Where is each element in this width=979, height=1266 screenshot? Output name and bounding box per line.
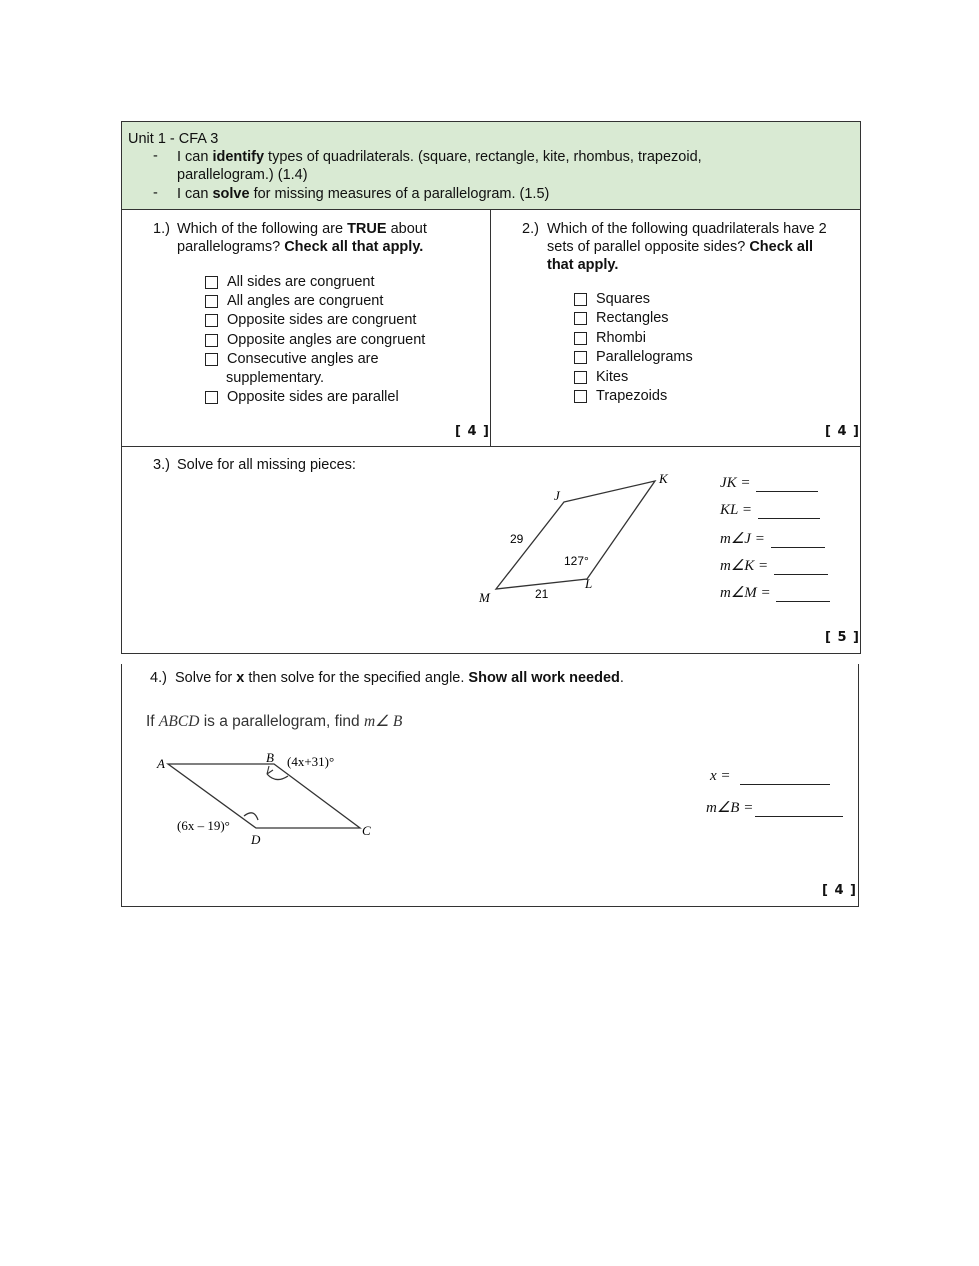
bullet-dash: - (153, 148, 158, 164)
q2-prompt-line3: that apply. (547, 257, 619, 273)
q4-answer-x[interactable]: x = (710, 768, 830, 785)
objective-1-continued: parallelogram.) (1.4) (177, 167, 308, 183)
side-jm-label: 29 (510, 532, 524, 546)
checkbox[interactable] (574, 312, 587, 325)
angle-d-expression: (6x – 19)° (177, 818, 230, 833)
q1-option[interactable]: Opposite sides are congruent (205, 311, 416, 329)
q1-option[interactable]: Opposite sides are parallel (205, 388, 399, 406)
q1-option[interactable]: Consecutive angles are (205, 350, 379, 368)
objective-2: I can solve for missing measures of a parallelogram. (1.5) (177, 186, 550, 202)
q4-points: [ 4 ] (822, 883, 857, 898)
q2-prompt-line2: sets of parallel opposite sides? Check all (547, 239, 813, 255)
q3-answer-kl[interactable]: KL = (720, 502, 820, 519)
q1-number: 1.) (153, 221, 170, 237)
q3-answer-angle-j[interactable]: m∠J = (720, 529, 825, 548)
q4-number: 4.) (150, 670, 167, 686)
checkbox[interactable] (205, 334, 218, 347)
checkbox[interactable] (205, 353, 218, 366)
checkbox[interactable] (574, 293, 587, 306)
q2-option[interactable]: Rhombi (574, 329, 646, 347)
q3-prompt: Solve for all missing pieces: (177, 457, 356, 473)
checkbox[interactable] (205, 276, 218, 289)
q1-prompt-line1: Which of the following are TRUE about (177, 221, 427, 237)
vertex-a-label: A (157, 756, 165, 771)
answer-blank[interactable] (774, 561, 828, 575)
q2-points: [ 4 ] (825, 424, 860, 439)
vertex-j-label: J (554, 488, 560, 503)
bullet-dash: - (153, 185, 158, 201)
checkbox[interactable] (574, 332, 587, 345)
q2-option[interactable]: Kites (574, 368, 628, 386)
checkbox[interactable] (205, 314, 218, 327)
angle-d-arc (244, 813, 258, 820)
checkbox[interactable] (574, 351, 587, 364)
q2-option[interactable]: Trapezoids (574, 387, 667, 405)
q1-option[interactable]: All sides are congruent (205, 273, 375, 291)
answer-blank[interactable] (771, 534, 825, 548)
angle-l-label: 127° (564, 554, 589, 568)
checkbox[interactable] (574, 371, 587, 384)
q3-answer-angle-k[interactable]: m∠K = (720, 556, 828, 575)
q4-given: If ABCD is a parallelogram, find m∠ B (146, 713, 403, 730)
row-divider (121, 446, 861, 447)
checkbox[interactable] (205, 391, 218, 404)
objective-1: I can identify types of quadrilaterals. (square, rectangle, kite, rhombus, trapezoid, (177, 149, 702, 165)
q1-points: [ 4 ] (455, 424, 490, 439)
angle-b-expression: (4x+31)° (287, 754, 335, 769)
vertex-b-label: B (266, 750, 274, 765)
q2-option[interactable]: Parallelograms (574, 348, 693, 366)
q4-prompt: Solve for x then solve for the specified angle. Show all work needed. (175, 670, 624, 686)
checkbox[interactable] (574, 390, 587, 403)
vertex-k-label: K (659, 471, 668, 486)
parallelogram-abcd-figure (150, 748, 390, 850)
side-ml-label: 21 (535, 587, 549, 601)
q2-number: 2.) (522, 221, 539, 237)
q1-option[interactable]: Opposite angles are congruent (205, 331, 425, 349)
angle-b-arc (267, 774, 288, 780)
q3-answer-angle-m[interactable]: m∠M = (720, 583, 830, 602)
q3-answer-jk[interactable]: JK = (720, 475, 818, 492)
vertex-l-label: L (585, 576, 593, 591)
q1-option[interactable]: All angles are congruent (205, 292, 383, 310)
checkbox[interactable] (205, 295, 218, 308)
q2-option[interactable]: Rectangles (574, 309, 669, 327)
vertex-d-label: D (251, 832, 261, 847)
q3-number: 3.) (153, 457, 170, 473)
answer-blank[interactable] (740, 771, 830, 785)
q3-points: [ 5 ] (825, 630, 860, 645)
angle-b-arrow (267, 766, 273, 774)
q2-prompt-line1: Which of the following quadrilaterals have 2 (547, 221, 827, 237)
q4-answer-angle-b[interactable]: m∠B = (706, 798, 843, 817)
vertex-m-label: M (479, 590, 490, 605)
q1-prompt-line2: parallelograms? Check all that apply. (177, 239, 424, 255)
column-divider (490, 210, 491, 446)
parallelogram-jklm-figure (470, 466, 690, 611)
q2-option[interactable]: Squares (574, 290, 650, 308)
answer-blank[interactable] (758, 505, 820, 519)
q1-option-continued: supplementary. (226, 370, 325, 386)
answer-blank[interactable] (776, 588, 830, 602)
answer-blank[interactable] (755, 803, 843, 817)
answer-blank[interactable] (756, 478, 818, 492)
vertex-c-label: C (362, 823, 371, 838)
unit-title: Unit 1 - CFA 3 (128, 131, 219, 147)
